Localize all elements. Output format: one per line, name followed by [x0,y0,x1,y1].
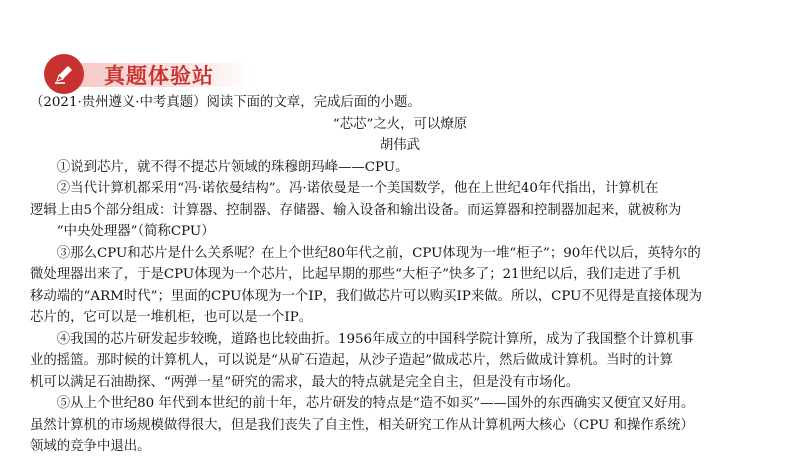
section-title: 真题体验站 [104,64,214,88]
paragraph-line: 移动端的“ARM时代”；里面的CPU体现为一个IP，我们做芯片可以购买IP来做。所以，CPU不见得是直接体现为 [30,288,702,304]
paragraph-line: 机可以满足石油勘探、“两弹一星”研究的需求，最大的特点就是完全自主，但是没有市场化。 [30,374,580,390]
paragraph-line: 领域的竞争中退出。 [30,439,151,454]
article [30,92,770,458]
paragraph-line: 虽然计算机的市场规模做得很大，但是我们丧失了自主性，相关研究工作从计算机两大核心（CPU 和操作系统） [30,417,694,433]
paragraph-line: 逻辑上由5个部分组成：计算器、控制器、存储器、输入设备和输出设备。而运算器和控制器加起来，就被称为 [30,202,682,218]
paragraph-line: 芯片的，它可以是一堆机柜，也可以是一个IP。 [30,310,313,325]
paragraph-line: ⑤从上个世纪80 年代到本世纪的前十年，芯片研发的特点是“造不如买”——国外的东西确实又便宜又好用。 [56,396,695,411]
article-title: “芯芯”之火，可以燎原 [332,116,468,132]
paragraph-line: ④我国的芯片研发起步较晚，道路也比较曲折。1956年成立的中国科学院计算所，成为了我国整个计算机事 [56,331,694,347]
question-intro: （2021·贵州遵义·中考真题）阅读下面的文章，完成后面的小题。 [30,95,421,110]
paragraph-line: ②当代计算机都采用“冯·诺依曼结构”。冯·诺依曼是一个美国数学，他在上世纪40年代指出，计算机在 [56,181,659,196]
paragraph-line: 微处理器出来了，于是CPU体现为一个芯片，比起早期的那些“大柜子”快多了；21世纪以后，我们走进了手机 [30,267,681,282]
section-header [44,50,244,94]
paragraph-line: 业的摇篮。那时候的计算机人，可以说是“从矿石造起，从沙子造起”做成芯片，然后做成计算机。当时的计算 [30,353,674,368]
pen-icon [44,54,84,94]
paragraph-line: ③那么CPU和芯片是什么关系呢？在上个世纪80年代之前，CPU体现为一堆“柜子”；90年代以后，英特尔的 [56,245,701,261]
paragraph-line: ①说到芯片，就不得不提芯片领域的珠穆朗玛峰——CPU。 [56,159,409,175]
paragraph-line: “中央处理器”（简称CPU） [56,224,215,239]
article-author: 胡伟武 [379,138,421,153]
